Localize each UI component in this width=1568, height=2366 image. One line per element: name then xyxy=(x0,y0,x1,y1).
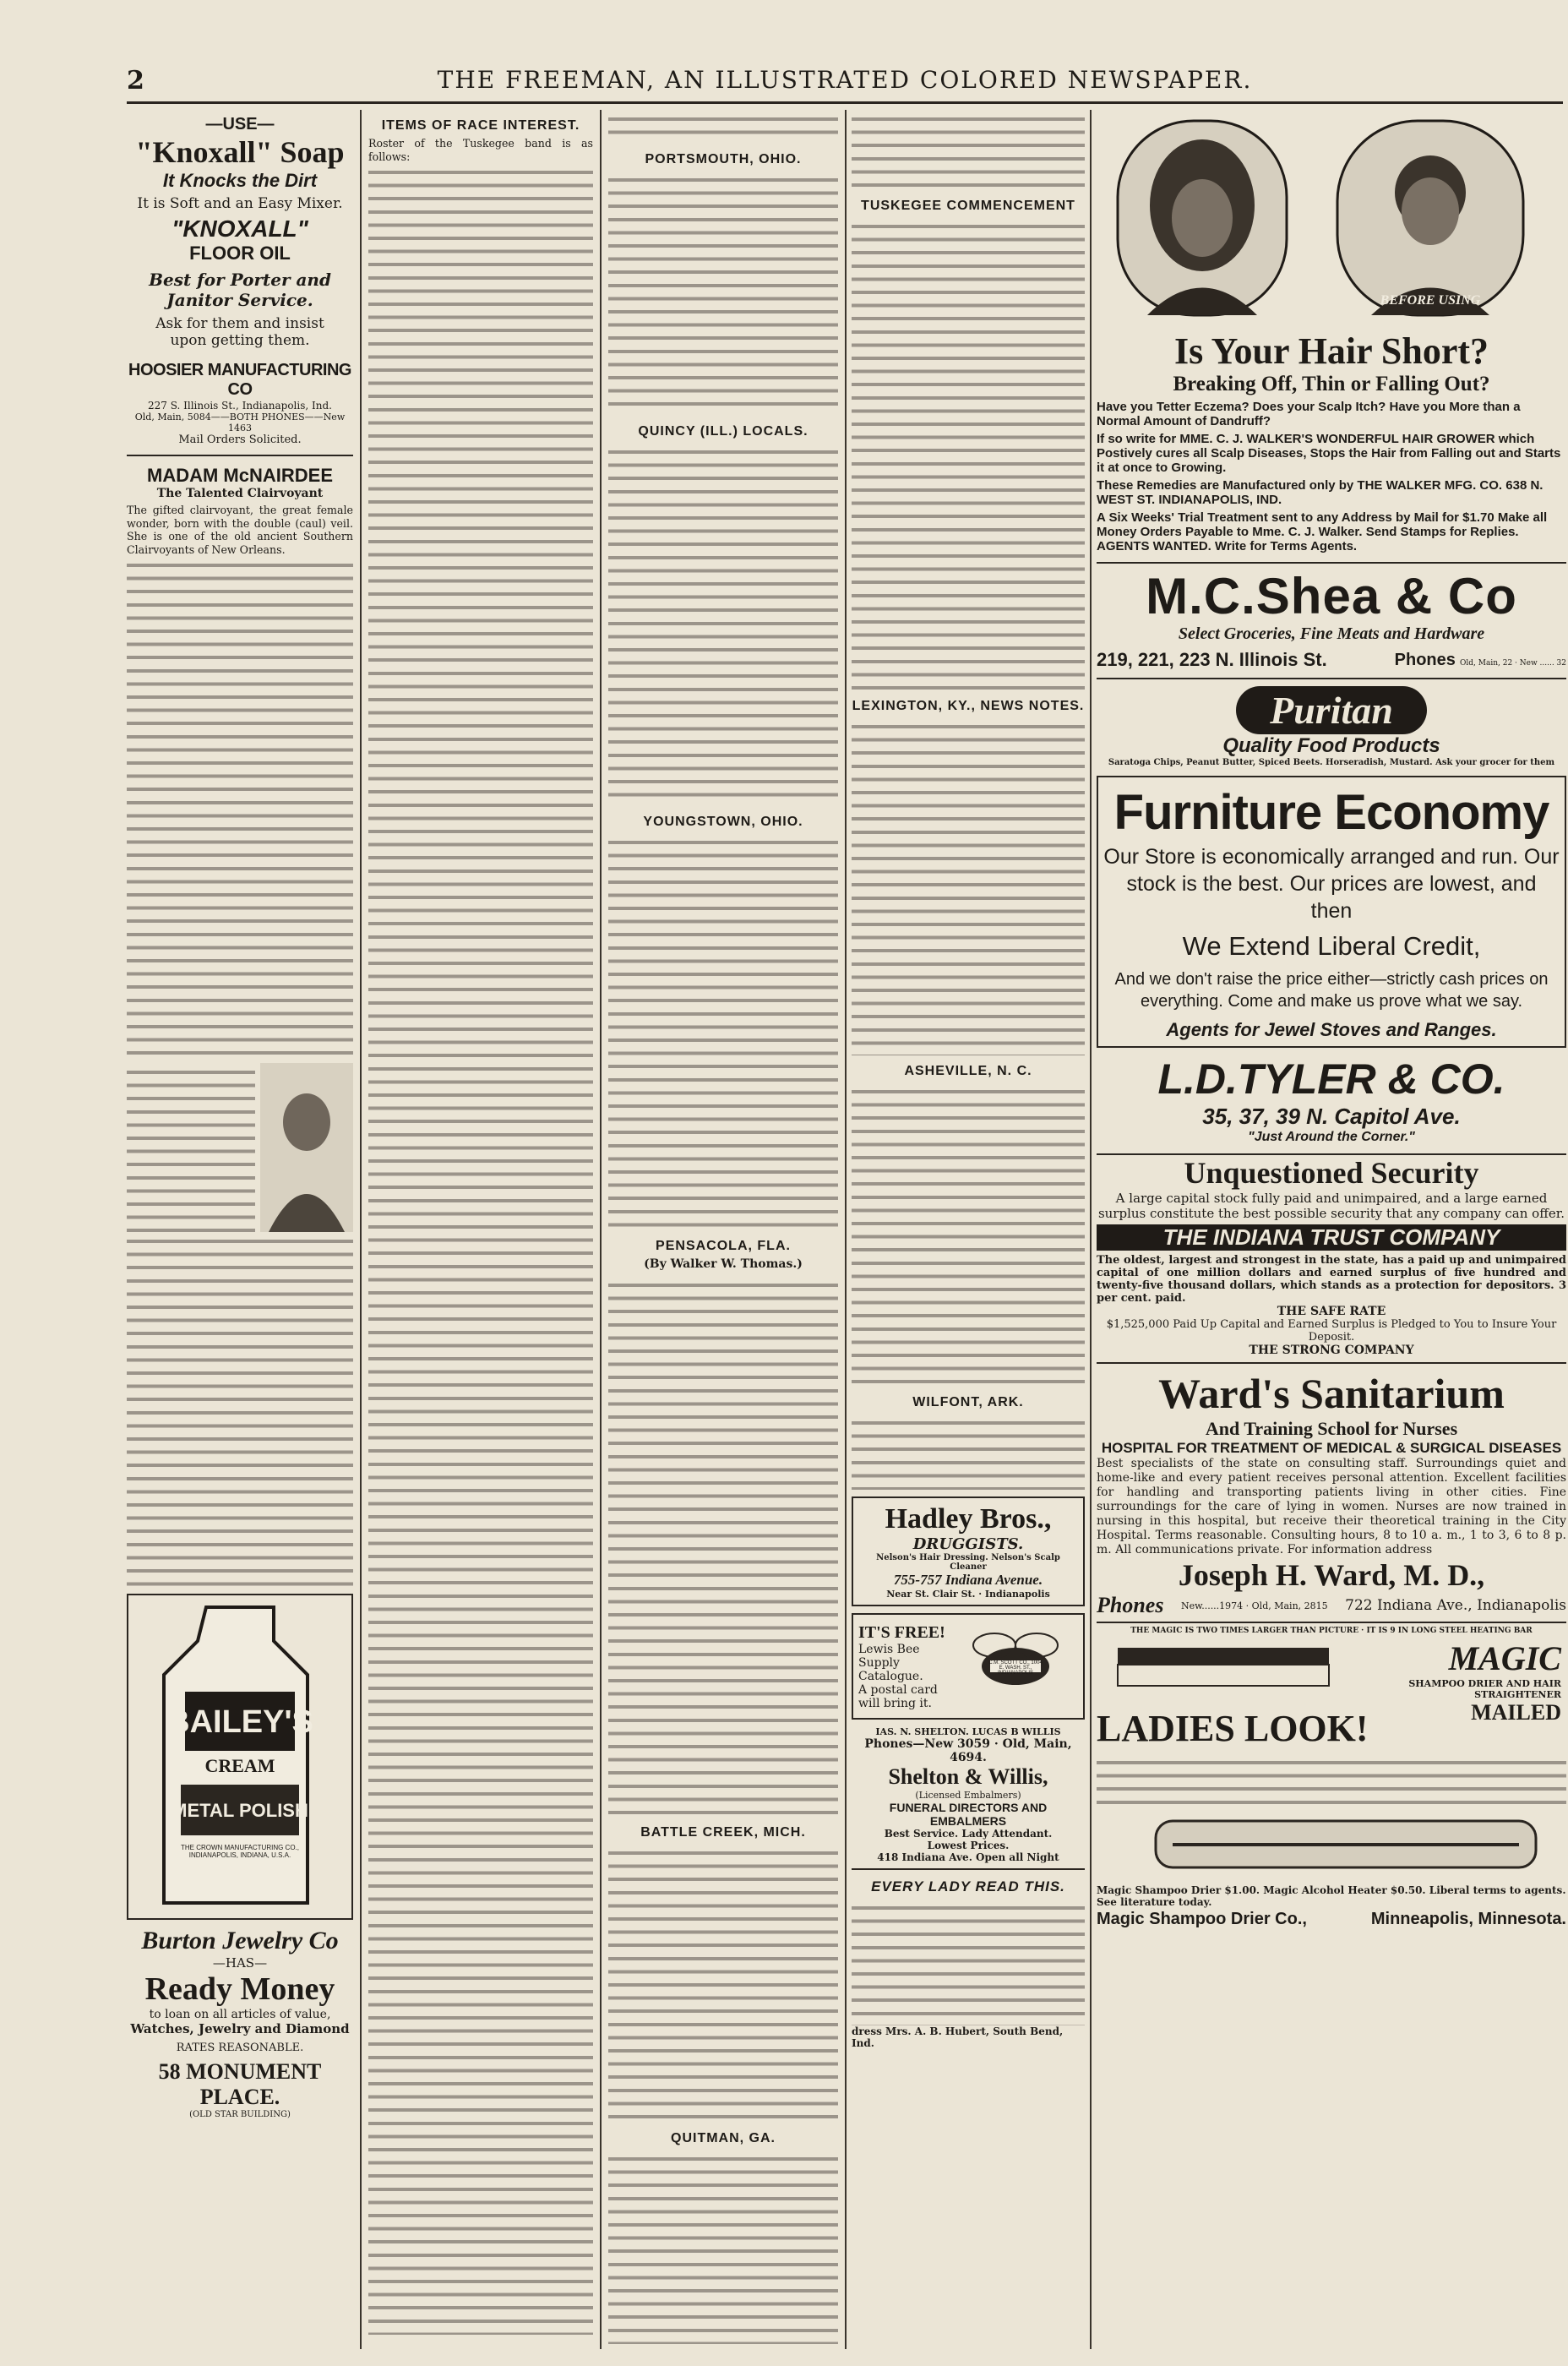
shelton-phones: Phones—New 3059 · Old, Main, 4694. xyxy=(864,1737,1072,1764)
ward-hospital: HOSPITAL FOR TREATMENT OF MEDICAL & SURGICAL DISEASES xyxy=(1101,1440,1562,1456)
trust-text-2: The oldest, largest and strongest in the state, has a paid up and unimpaired capital of one million dollars and earned surplus of five hundred and twenty-five thousand dollars, which stands as a protection for depositors. 3 per cent. paid. xyxy=(1097,1254,1566,1305)
divider xyxy=(1097,1622,1566,1623)
burton-jewelry-ad xyxy=(127,1927,353,2119)
burton-items: Watches, Jewelry and Diamond xyxy=(130,2021,350,2037)
magic-text xyxy=(1097,1753,1566,1807)
hair-line-2: If so write for MME. C. J. WALKER'S WONDERFUL HAIR GROWER which Postively cures all Scalp Diseases, Stops the Hair from Falling out and Starts it at once to Growing. xyxy=(1097,432,1561,475)
youngstown-heading: YOUNGSTOWN, OHIO. xyxy=(643,815,803,829)
shelton-prices: Lowest Prices. xyxy=(927,1840,1010,1851)
shelton-directors: FUNERAL DIRECTORS AND EMBALMERS xyxy=(889,1801,1048,1828)
every-lady-signature: dress Mrs. A. B. Hubert, South Bend, Ind. xyxy=(852,2025,1064,2049)
ward-phones: New......1974 · Old, Main, 2815 xyxy=(1180,1600,1328,1611)
baileys-company: THE CROWN MANUFACTURING CO., INDIANAPOLIS, INDIANA, U.S.A. xyxy=(181,1844,299,1860)
furniture-text-2: And we don't raise the price either—strictly cash prices on everything. Come and make us prove what we say. xyxy=(1114,970,1549,1011)
shelton-licensed: (Licensed Embalmers) xyxy=(915,1790,1021,1801)
knoxall-tagline: It Knocks the Dirt xyxy=(162,170,318,191)
column-rule xyxy=(845,110,847,2349)
trust-strong: THE STRONG COMPANY xyxy=(1249,1344,1414,1357)
newspaper-title: THE FREEMAN, AN ILLUSTRATED COLORED NEWSPAPER. xyxy=(437,66,1253,94)
burton-loan: to loan on all articles of value, xyxy=(149,2008,331,2022)
portrait-after xyxy=(1113,117,1291,319)
ward-text: Best specialists of the state on consulting staff. Surroundings quiet and home-like and every patient receives personal attention. Excellent facilities for handling and transporting patients living in other cities. Fine surroundings for the care of lying in women. Nurses are now trained in nursing in this hospital, but receive their theoretical training in the City Hospital. Terms reasonable. Consulting hours, 8 to 10 a. m., 1 to 3, 6 to 8 p. m. All communications private. For information address xyxy=(1097,1457,1566,1556)
column-1 xyxy=(127,110,353,2349)
shelton-firm: Shelton & Willis, xyxy=(888,1764,1048,1789)
divider xyxy=(1097,562,1566,564)
knoxall-soap-title: "Knoxall" Soap xyxy=(135,135,345,169)
indiana-trust-ad xyxy=(1097,1155,1566,1357)
clairvoyant-text xyxy=(127,556,353,1063)
magic-heater-illustration xyxy=(1147,1813,1544,1880)
furniture-text: Our Store is economically arranged and run. Our stock is the best. Our prices are lowest, and then xyxy=(1103,845,1560,923)
before-using-label: BEFORE USING xyxy=(1380,293,1481,308)
column-3-text xyxy=(608,110,838,144)
knoxall-phones: Old, Main, 5084——BOTH PHONES——New 1463 xyxy=(134,412,346,433)
ward-sanitarium-ad xyxy=(1097,1369,1566,1618)
bee-illustration xyxy=(956,1620,1075,1713)
walker-hair-ad xyxy=(1097,330,1566,553)
shelton-service: Best Service. Lady Attendant. xyxy=(884,1828,1053,1840)
magic-prices: Magic Shampoo Drier $1.00. Magic Alcohol Heater $0.50. Liberal terms to agents. See literature today. xyxy=(1097,1884,1566,1908)
pensacola-byline: (By Walker W. Thomas.) xyxy=(644,1257,803,1271)
tuskegee-text xyxy=(852,217,1085,690)
puritan-logo: Puritan xyxy=(1236,686,1427,734)
portrait-before xyxy=(1333,117,1527,319)
magic-shampoo-ad xyxy=(1097,1627,1566,1948)
knoxall-address: 227 S. Illinois St., Indianapolis, Ind. xyxy=(147,400,332,412)
scott-postal: A postal card will bring it. xyxy=(858,1682,938,1710)
shea-phones: Old, Main, 22 · New ...... 32 xyxy=(1460,658,1566,668)
baileys-brand: BAILEY'S xyxy=(166,1704,313,1741)
clairvoyant-title: MADAM McNAIRDEE xyxy=(147,465,333,486)
page-number: 2 xyxy=(127,66,144,95)
scott-catalogue: Lewis Bee Supply Catalogue. xyxy=(858,1642,923,1683)
trust-safe-rate: THE SAFE RATE xyxy=(1277,1305,1386,1318)
hadley-bros-ad xyxy=(852,1496,1085,1606)
clairvoyant-text-continued xyxy=(127,1232,353,1587)
hair-line-4: A Six Weeks' Trial Treatment sent to any Address by Mail for $1.70 Make all Money Orders Payable to Mme. C. J. Walker. Send Stamps for Replies. AGENTS WANTED. Write for Terms Agents. xyxy=(1097,510,1548,553)
knoxall-oil-sub: FLOOR OIL xyxy=(189,243,291,264)
youngstown-text xyxy=(608,833,838,1230)
clairvoyant-portrait xyxy=(260,1063,353,1232)
column-2 xyxy=(368,110,593,2349)
ward-title: Ward's Sanitarium xyxy=(1158,1370,1505,1417)
magic-ladies-look: LADIES LOOK! xyxy=(1097,1708,1369,1749)
baileys-polish: METAL POLISH xyxy=(172,1800,308,1822)
trust-name: THE INDIANA TRUST COMPANY xyxy=(1097,1224,1566,1251)
knoxall-ad xyxy=(127,115,353,446)
clairvoyant-opening: The gifted clairvoyant, the great female wonder, born with the double (caul) veil. She is one of the old ancient Southern Clairvoyants of New Orleans. xyxy=(127,504,353,556)
quincy-text xyxy=(608,443,838,806)
race-interest-intro: Roster of the Tuskegee band is as follows: xyxy=(368,137,593,163)
knoxall-maker: HOOSIER MANUFACTURING CO xyxy=(128,361,351,399)
lexington-text xyxy=(852,717,1085,1055)
trust-text: A large capital stock fully paid and unimpaired, and a large earned surplus constitute the best possible security that any company can offer. xyxy=(1097,1191,1565,1221)
hadley-address: 755-757 Indiana Avenue. xyxy=(893,1572,1043,1588)
every-lady-text xyxy=(852,1899,1085,2025)
hadley-name: Hadley Bros., xyxy=(885,1503,1052,1535)
ward-phones-label: Phones xyxy=(1097,1593,1164,1617)
ward-address: 722 Indiana Ave., Indianapolis xyxy=(1345,1597,1566,1614)
magic-city: Minneapolis, Minnesota. xyxy=(1370,1910,1566,1928)
column-3 xyxy=(608,110,838,2349)
knoxall-best: Best for Porter and Janitor Service. xyxy=(149,270,331,310)
shelton-address: 418 Indiana Ave. Open all Night xyxy=(877,1851,1059,1863)
tyler-corner: "Just Around the Corner." xyxy=(1248,1130,1415,1144)
knoxall-use: —USE— xyxy=(205,115,275,134)
race-interest-text xyxy=(368,163,593,2335)
hair-headline: Is Your Hair Short? xyxy=(1173,330,1489,372)
magic-brand: MAGIC xyxy=(1448,1639,1561,1677)
scott-company: C.M. SCOTT CO., 1004 E. WASH. ST., INDIANAPOLIS xyxy=(988,1660,1043,1674)
quitman-heading: QUITMAN, GA. xyxy=(671,2131,776,2145)
knoxall-oil-title: "KNOXALL" xyxy=(172,215,308,242)
magic-mailed: MAILED xyxy=(1471,1700,1561,1725)
burton-name: Burton Jewelry Co xyxy=(141,1927,339,1955)
trust-title: Unquestioned Security xyxy=(1184,1156,1479,1190)
hadley-druggists: DRUGGISTS. xyxy=(912,1535,1024,1553)
hair-line-3: These Remedies are Manufactured only by THE WALKER MFG. CO. 638 N. WEST ST. INDIANAPOLIS, IND. xyxy=(1097,478,1544,507)
baileys-can-illustration xyxy=(134,1599,346,1911)
puritan-products: Saratoga Chips, Peanut Butter, Spiced Beets. Horseradish, Mustard. Ask your grocer for them xyxy=(1108,758,1555,767)
masthead xyxy=(127,59,1563,104)
hair-ad-portraits xyxy=(1097,110,1566,330)
magic-comb-illustration xyxy=(1113,1644,1333,1694)
column-rule xyxy=(1090,110,1092,2349)
clairvoyant-subtitle: The Talented Clairvoyant xyxy=(156,487,324,500)
column-5 xyxy=(1097,110,1566,2349)
portsmouth-heading: PORTSMOUTH, OHIO. xyxy=(645,152,802,166)
burton-address: 58 MONUMENT PLACE. xyxy=(158,2059,322,2110)
shelton-names: IAS. N. SHELTON. LUCAS B WILLIS xyxy=(875,1726,1061,1737)
lexington-heading: LEXINGTON, KY., NEWS NOTES. xyxy=(852,699,1085,713)
column-4 xyxy=(852,110,1085,2349)
hadley-corner: Near St. Clair St. · Indianapolis xyxy=(886,1589,1050,1600)
race-interest-heading: ITEMS OF RACE INTEREST. xyxy=(381,118,580,133)
asheville-text xyxy=(852,1082,1085,1387)
wilfont-heading: WILFONT, ARK. xyxy=(912,1395,1024,1409)
trust-text-3: $1,525,000 Paid Up Capital and Earned Surplus is Pledged to You to Insure Your Deposit. xyxy=(1106,1318,1557,1344)
quincy-heading: QUINCY (ILL.) LOCALS. xyxy=(638,424,808,439)
knoxall-ask: Ask for them and insist upon getting them. xyxy=(155,315,324,349)
divider xyxy=(852,1868,1085,1870)
tyler-name: L.D.TYLER & CO. xyxy=(1157,1055,1505,1103)
hair-line-1: Have you Tetter Eczema? Does your Scalp Itch? Have you More than a Normal Amount of Dandruff? xyxy=(1097,400,1521,428)
divider xyxy=(1097,1362,1566,1364)
asheville-heading: ASHEVILLE, N. C. xyxy=(904,1064,1032,1078)
furniture-title: Furniture Economy xyxy=(1113,785,1549,840)
knoxall-mail: Mail Orders Solicited. xyxy=(178,433,302,446)
pensacola-heading: PENSACOLA, FLA. xyxy=(656,1239,791,1253)
divider xyxy=(127,455,353,456)
tyler-address: 35, 37, 39 N. Capitol Ave. xyxy=(1202,1104,1461,1129)
hair-subheadline: Breaking Off, Thin or Falling Out? xyxy=(1173,373,1490,395)
portsmouth-text xyxy=(608,171,838,416)
tyler-ad xyxy=(1097,1055,1566,1145)
magic-company: Magic Shampoo Drier Co., xyxy=(1097,1910,1307,1928)
tuskegee-heading: TUSKEGEE COMMENCEMENT xyxy=(861,199,1075,213)
shea-address: 219, 221, 223 N. Illinois St. xyxy=(1097,649,1327,670)
column-rule xyxy=(600,110,602,2349)
scott-bee-ad xyxy=(852,1613,1085,1720)
hadley-products: Nelson's Hair Dressing. Nelson's Scalp Cleaner xyxy=(876,1553,1060,1572)
burton-rates: RATES REASONABLE. xyxy=(176,2042,304,2055)
burton-ready-money: Ready Money xyxy=(144,1971,335,2008)
shea-phones-label: Phones xyxy=(1394,650,1456,669)
puritan-subtitle: Quality Food Products xyxy=(1222,734,1440,757)
battle-creek-heading: BATTLE CREEK, MICH. xyxy=(640,1825,806,1840)
clairvoyant-text-left xyxy=(127,1063,255,1232)
knoxall-mild: It is Soft and an Easy Mixer. xyxy=(137,195,343,212)
battle-creek-text xyxy=(608,1844,838,2123)
quitman-text xyxy=(608,2150,838,2344)
magic-size-note: THE MAGIC IS TWO TIMES LARGER THAN PICTURE · IT IS 9 IN LONG STEEL HEATING BAR xyxy=(1130,1627,1533,1635)
every-lady-heading: EVERY LADY READ THIS. xyxy=(871,1878,1065,1894)
baileys-cream: CREAM xyxy=(204,1755,275,1777)
clairvoyant-portrait-block xyxy=(127,1063,353,1232)
burton-has: —HAS— xyxy=(212,1955,268,1971)
ward-subtitle: And Training School for Nurses xyxy=(1205,1418,1458,1439)
ward-doctor: Joseph H. Ward, M. D., xyxy=(1178,1558,1485,1592)
furniture-credit: We Extend Liberal Credit, xyxy=(1182,931,1481,961)
burton-building: (OLD STAR BUILDING) xyxy=(189,2110,291,2120)
divider xyxy=(1097,678,1566,679)
scott-free: IT'S FREE! xyxy=(858,1622,945,1642)
furniture-agents: Agents for Jewel Stoves and Ranges. xyxy=(1166,1019,1497,1040)
shea-tagline: Select Groceries, Fine Meats and Hardware xyxy=(1178,624,1485,643)
magic-shampoo: SHAMPOO DRIER AND HAIR STRAIGHTENER xyxy=(1408,1678,1561,1700)
column-4-text xyxy=(852,110,1085,190)
baileys-polish-ad xyxy=(127,1594,353,1920)
furniture-economy-ad xyxy=(1097,776,1566,1048)
shea-ad xyxy=(1097,569,1566,671)
wilfont-text xyxy=(852,1414,1085,1490)
shea-name: M.C.Shea & Co xyxy=(1146,568,1517,624)
puritan-ad xyxy=(1097,686,1566,767)
shelton-willis-ad xyxy=(852,1726,1085,1863)
pensacola-text xyxy=(608,1276,838,1817)
column-rule xyxy=(360,110,362,2349)
